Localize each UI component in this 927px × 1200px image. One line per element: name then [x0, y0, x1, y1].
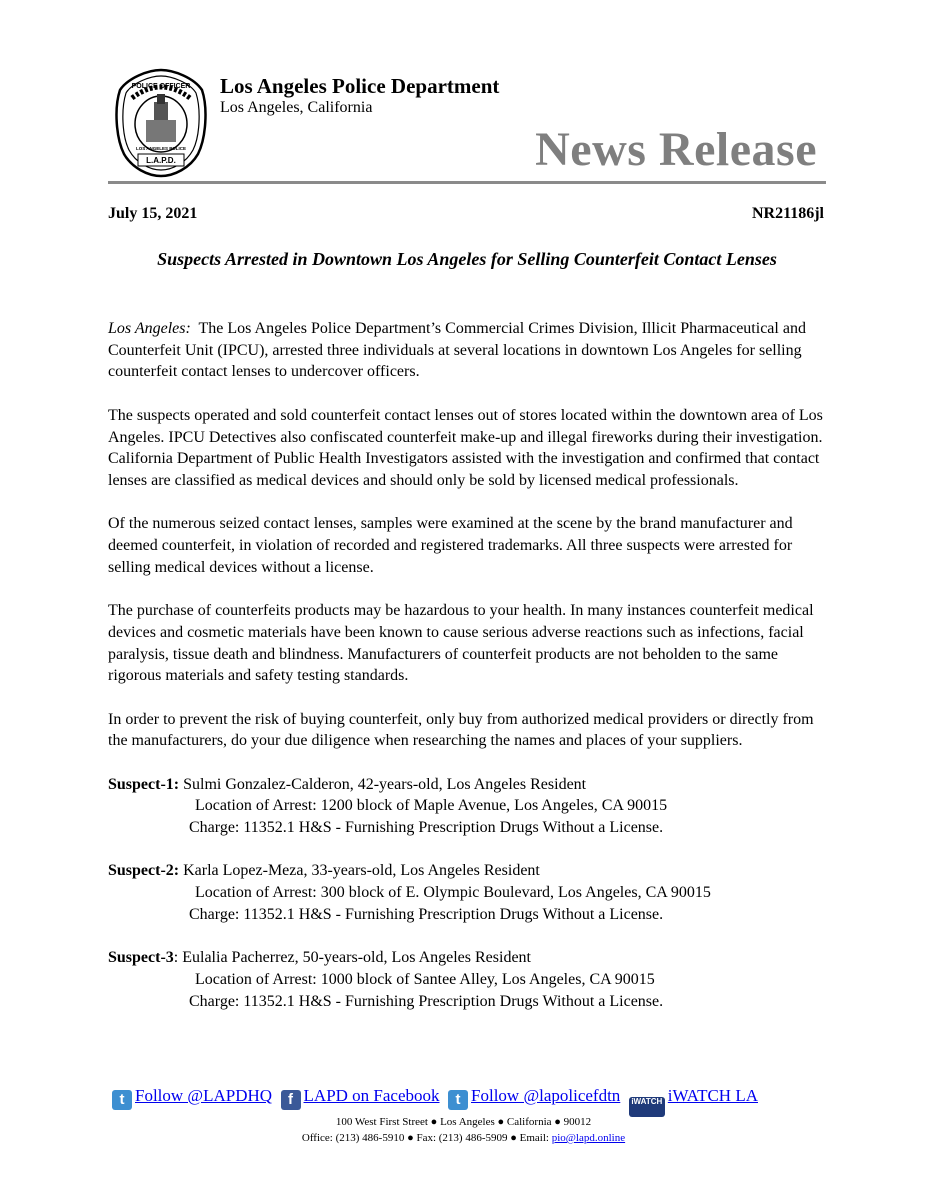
suspect-charge: Charge: 11352.1 H&S - Furnishing Prescription Drugs Without a License. [189, 905, 664, 923]
twitter-icon: t [448, 1090, 468, 1110]
suspect-3 [108, 947, 832, 1012]
suspect-2 [108, 860, 832, 925]
suspect-charge: Charge: 11352.1 H&S - Furnishing Prescription Drugs Without a License. [189, 819, 664, 837]
badge-text-top: POLICE OFFICER [131, 83, 191, 90]
suspect-info: : Eulalia Pacherrez, 50-years-old, Los Angeles Resident [173, 949, 531, 967]
suspect-label: Suspect-2: [108, 862, 180, 880]
organization-name: Los Angeles Police Department [220, 74, 500, 98]
suspect-info: Sulmi Gonzalez-Calderon, 42-years-old, Los Angeles Resident [179, 775, 587, 793]
organization-city: Los Angeles, California [220, 99, 373, 116]
email-link[interactable]: pio@lapd.online [551, 1132, 626, 1144]
header-divider [108, 181, 826, 184]
footer-contact [0, 1132, 927, 1144]
release-number: NR21186jl [752, 205, 824, 222]
twitter-icon: t [112, 1090, 132, 1110]
paragraph-4: The purchase of counterfeits products may be hazardous to your health. In many instances counterfeit medical devices and cosmetic materials have been known to cause serious adverse reactions such as infections, facial paralysis, tissue death and blindness. Manufacturers of counterfeit products are not beholden to the same rigorous materials and safety testing standards. [108, 602, 814, 685]
suspect-location: Location of Arrest: 300 block of E. Olympic Boulevard, Los Angeles, CA 90015 [195, 884, 711, 902]
badge-text-mid: LOS ANGELES POLICE [135, 146, 187, 151]
lapd-badge-logo [114, 68, 208, 178]
badge-text-bottom: L.A.P.D. [146, 156, 176, 165]
suspect-info: Karla Lopez-Meza, 33-years-old, Los Angeles Resident [179, 862, 540, 880]
suspect-charge: Charge: 11352.1 H&S - Furnishing Prescription Drugs Without a License. [189, 992, 664, 1010]
suspect-label: Suspect-3 [108, 949, 174, 967]
suspect-label: Suspect-1: [108, 775, 180, 793]
twitter-link[interactable]: Follow @LAPDHQ [135, 1086, 273, 1105]
facebook-icon: f [281, 1090, 301, 1110]
footer-address: 100 West First Street ● Los Angeles ● California ● 90012 [335, 1116, 592, 1128]
foundation-twitter-link[interactable]: Follow @lapolicefdtn [471, 1086, 621, 1105]
paragraph-5: In order to prevent the risk of buying counterfeit, only buy from authorized medical providers or directly from the manufacturers, do your due diligence when researching the names and places of your suppliers. [108, 710, 814, 750]
paragraph-2: The suspects operated and sold counterfeit contact lenses out of stores located within the downtown area of Los Angeles. IPCU Detectives also confiscated counterfeit make-up and illegal fireworks during their investigation. California Department of Public Health Investigators assisted with the investigation and confirmed that contact lenses are classified as medical devices and should only be sold by licensed medical professionals. [108, 406, 823, 489]
iwatch-icon: iWATCH [629, 1097, 665, 1117]
suspect-1 [108, 774, 832, 839]
contact-numbers: Office: (213) 486-5910 ● Fax: (213) 486-5909 ● Email: [301, 1132, 552, 1144]
release-date: July 15, 2021 [108, 205, 198, 222]
suspect-location: Location of Arrest: 1200 block of Maple Avenue, Los Angeles, CA 90015 [195, 797, 668, 815]
dateline: Los Angeles: [108, 320, 191, 337]
paragraph-1-text: The Los Angeles Police Department’s Commercial Crimes Division, Illicit Pharmaceutical and Counterfeit Unit (IPCU), arrested three individuals at several locations in downtown Los Angeles for selling counterfeit contact lenses to undercover officers. [108, 320, 806, 381]
news-release-title: News Release [535, 123, 817, 176]
iwatch-link[interactable]: iWATCH LA [667, 1086, 758, 1105]
release-body [108, 318, 832, 1034]
paragraph-1 [108, 318, 832, 383]
suspect-location: Location of Arrest: 1000 block of Santee Alley, Los Angeles, CA 90015 [195, 970, 655, 988]
facebook-link[interactable]: LAPD on Facebook [303, 1086, 440, 1105]
headline: Suspects Arrested in Downtown Los Angeles for Selling Counterfeit Contact Lenses [157, 249, 777, 269]
paragraph-3: Of the numerous seized contact lenses, samples were examined at the scene by the brand manufacturer and deemed counterfeit, in violation of recorded and registered trademarks. All three suspects were arrested for selling medical devices without a license. [108, 515, 793, 576]
social-links [112, 1086, 822, 1117]
